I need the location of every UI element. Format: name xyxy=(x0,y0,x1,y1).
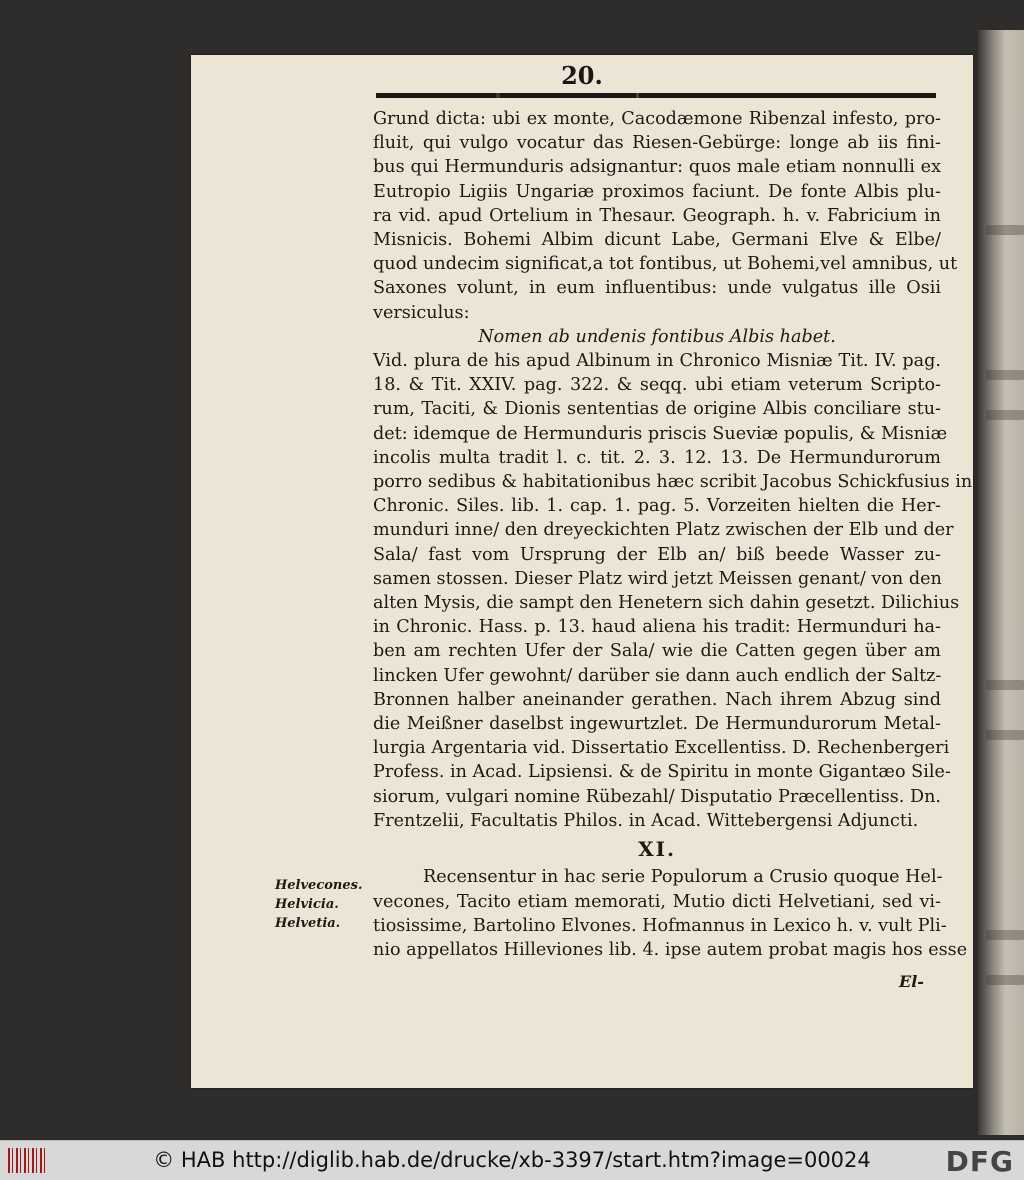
text-line: lurgia Argentaria vid. Dissertatio Excellentiss. D. Rechenbergeri xyxy=(373,738,950,759)
text-line: Misnicis. Bohemi Albim dicunt Labe, Germani Elve & Elbe/ xyxy=(373,230,941,251)
verse-line: Nomen ab undenis fontibus Albis habet. xyxy=(478,326,836,347)
margin-note-line: Helvetia. xyxy=(275,916,341,931)
text-line: bus qui Hermunduris adsignantur: quos male etiam nonnulli ex xyxy=(373,157,941,178)
text-line: Eutropio Ligiis Ungariæ proximos faciunt. De fonte Albis plu- xyxy=(373,181,941,202)
text-line: Chronic. Siles. lib. 1. cap. 1. pag. 5. Vorzeiten hielten die Her- xyxy=(373,496,941,517)
text-line: samen stossen. Dieser Platz wird jetzt Meissen genant/ von den xyxy=(373,568,942,589)
margin-note-line: Helvecones. xyxy=(275,878,363,893)
text-line: porro sedibus & habitationibus hæc scribit Jacobus Schickfusius in xyxy=(373,472,973,493)
adjacent-page-edge xyxy=(978,30,1024,1135)
text-line: incolis multa tradit l. c. tit. 2. 3. 12. 13. De Hermundurorum xyxy=(373,447,941,468)
header-rule xyxy=(376,93,936,98)
catchword: El- xyxy=(899,972,924,991)
text-line: in Chronic. Hass. p. 13. haud aliena his tradit: Hermunduri ha- xyxy=(373,617,941,638)
text-line: munduri inne/ den dreyeckichten Platz zwischen der Elb und der xyxy=(373,520,954,541)
text-line: lincken Ufer gewohnt/ darüber sie dann auch endlich der Saltz- xyxy=(373,665,942,686)
text-line: versiculus: xyxy=(373,302,470,323)
text-line: fluit, qui vulgo vocatur das Riesen-Gebürge: longe ab iis fini- xyxy=(373,133,941,154)
text-line: Recensentur in hac serie Populorum a Crusio quoque Hel- xyxy=(423,867,943,888)
text-line: Sala/ fast vom Ursprung der Elb an/ biß beede Wasser zu- xyxy=(373,544,941,565)
text-line: nio appellatos Hilleviones lib. 4. ipse autem probat magis hos esse xyxy=(373,939,968,960)
text-line: rum, Taciti, & Dionis sententias de origine Albis conciliare stu- xyxy=(373,399,941,420)
text-line: vecones, Tacito etiam memorati, Mutio dicti Helvetiani, sed vi- xyxy=(373,891,941,912)
margin-note-line: Helvicia. xyxy=(275,897,339,912)
text-line: alten Mysis, die sampt den Henetern sich dahin gesetzt. Dilichius xyxy=(373,593,960,614)
dfg-logo: DFG xyxy=(945,1145,1014,1178)
section-heading: XI. xyxy=(638,837,676,862)
text-line: Vid. plura de his apud Albinum in Chronico Misniæ Tit. IV. pag. xyxy=(373,351,941,372)
page-number: 20. xyxy=(561,61,603,90)
text-line: Bronnen halber aneinander gerathen. Nach ihrem Abzug sind xyxy=(373,689,941,710)
viewer-footer xyxy=(0,1140,1024,1180)
margin-note xyxy=(275,876,375,933)
text-line: siorum, vulgari nomine Rübezahl/ Disputatio Præcellentiss. Dn. xyxy=(373,786,942,807)
text-line: ra vid. apud Ortelium in Thesaur. Geograph. h. v. Fabricium in xyxy=(373,205,941,226)
text-line: tiosissime, Bartolino Elvones. Hofmannus in Lexico h. v. vult Pli- xyxy=(373,915,947,936)
page-body xyxy=(373,107,973,962)
text-line: Grund dicta: ubi ex monte, Cacodæmone Ribenzal infesto, pro- xyxy=(373,109,941,129)
text-line: Saxones volunt, in eum influentibus: unde vulgatus ille Osii xyxy=(373,278,941,299)
text-line: quod undecim significat,a tot fontibus, ut Bohemi,vel amnibus, ut xyxy=(373,254,958,275)
text-line: die Meißner daselbst ingewurtzlet. De Hermundurorum Metal- xyxy=(373,714,941,735)
text-line: ben am rechten Ufer der Sala/ wie die Catten gegen über am xyxy=(373,641,941,662)
text-line: Profess. in Acad. Lipsiensi. & de Spiritu in monte Gigantæo Sile- xyxy=(373,762,951,783)
permalink-text[interactable]: © HAB http://diglib.hab.de/drucke/xb-3397/start.htm?image=00024 xyxy=(153,1148,871,1172)
text-line: 18. & Tit. XXIV. pag. 322. & seqq. ubi etiam veterum Scripto- xyxy=(373,375,941,396)
text-line: Frentzelii, Facultatis Philos. in Acad. Wittebergensi Adjuncti. xyxy=(373,810,919,831)
scanned-page xyxy=(191,55,973,1088)
text-line: det: idemque de Hermunduris priscis Sueviæ populis, & Misniæ xyxy=(373,423,948,444)
